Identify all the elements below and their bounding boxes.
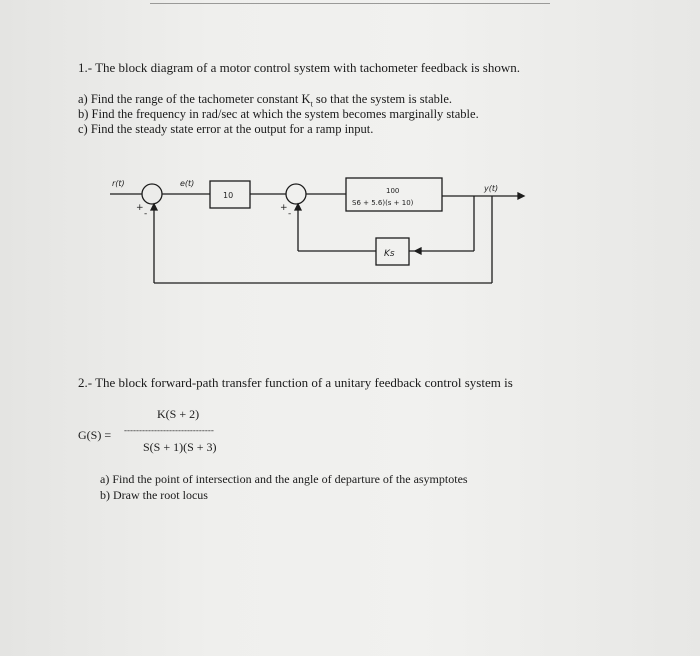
input-label: r(t): [112, 179, 125, 188]
tach-label: Ks: [384, 249, 395, 259]
question-2-part-a: a) Find the point of intersection and the angle of departure of the asymptotes: [100, 472, 468, 486]
tach-arrow: [295, 204, 301, 210]
transfer-function-denominator: S(S + 1)(S + 3): [143, 440, 217, 454]
question-2-title: 2.- The block forward-path transfer function of a unitary feedback control system is: [78, 375, 513, 390]
output-arrow: [518, 193, 524, 199]
plant-denominator: S6 + 5.6)(s + 10): [352, 199, 414, 207]
gain-label: 10: [223, 191, 234, 200]
question-1-part-b: b) Find the frequency in rad/sec at which the system becomes marginally stable.: [78, 107, 479, 121]
fraction-line: ------------------------------: [124, 425, 214, 435]
error-label: e(t): [180, 179, 195, 188]
question-1-title: 1.- The block diagram of a motor control system with tachometer feedback is shown.: [78, 60, 520, 75]
junction2-plus: +: [280, 203, 288, 213]
tach-subscript: t: [310, 99, 313, 109]
question-2-part-b: b) Draw the root locus: [100, 488, 208, 502]
plant-numerator: 100: [386, 187, 400, 195]
question-1-part-a-start: a) Find the range of the tachometer constant K: [78, 92, 311, 106]
question-1-part-a-end: so that the system is stable.: [312, 92, 453, 106]
output-label: y(t): [484, 184, 499, 193]
junction1-minus: -: [144, 209, 148, 219]
transfer-function-numerator: K(S + 2): [157, 407, 200, 421]
summing-junction-1: [142, 184, 162, 204]
transfer-function-lhs: G(S) =: [78, 428, 112, 442]
question-1-part-c: c) Find the steady state error at the output for a ramp input.: [78, 122, 374, 136]
feedback-direction-arrow: [415, 248, 421, 254]
junction2-minus: -: [288, 209, 292, 219]
summing-junction-2: [286, 184, 306, 204]
unity-arrow: [151, 204, 157, 210]
junction1-plus: +: [136, 203, 144, 213]
